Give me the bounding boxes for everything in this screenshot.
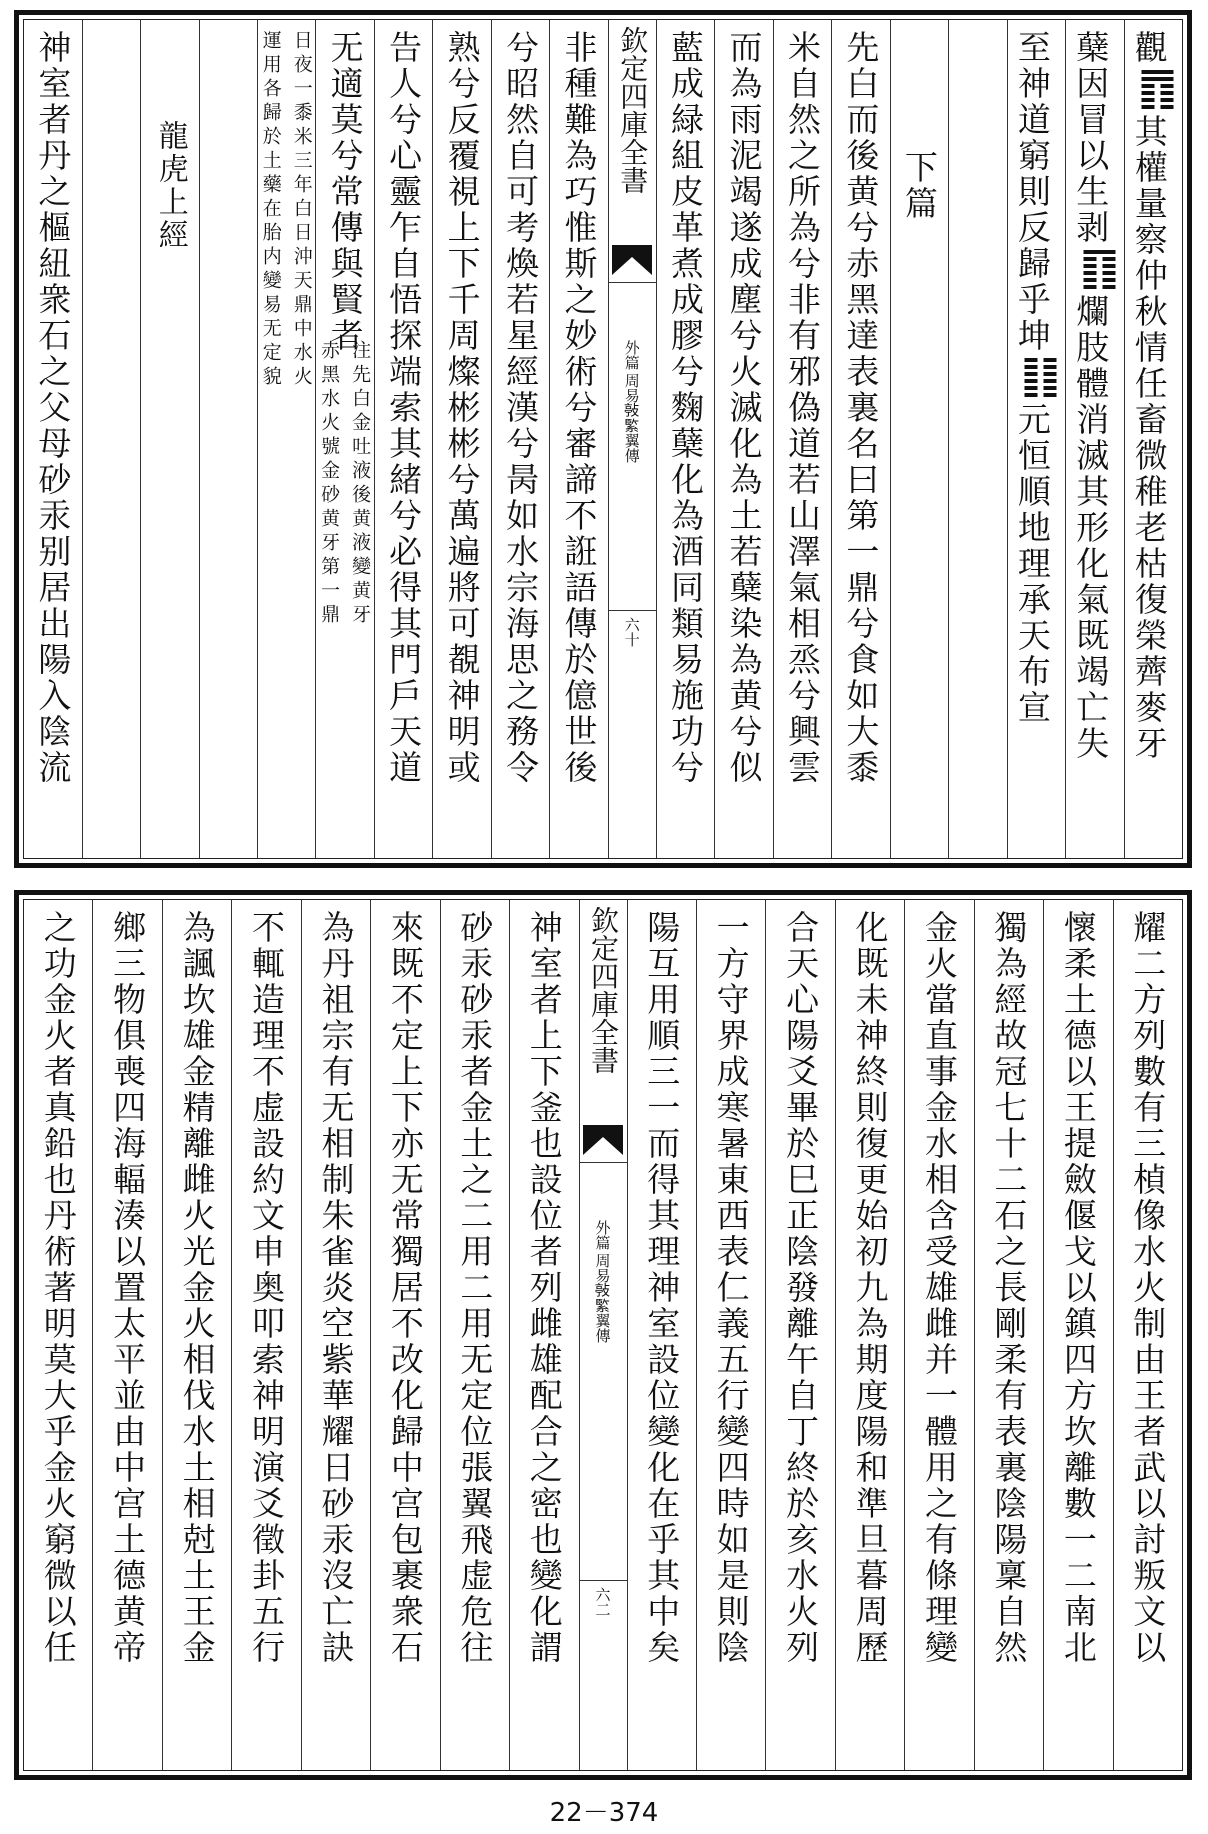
text-column xyxy=(696,900,765,1770)
column-text: 砂汞砂汞者金土之二用二用无定位張翼飛虚危往 xyxy=(455,910,495,1666)
column-text: 鄉三物俱喪四海輻湊以置太平並由中宫土德黄帝 xyxy=(108,910,148,1666)
column-text: 懷柔土德以王提斂偃戈以鎮四方坎離數一二南北 xyxy=(1058,910,1098,1666)
hexagram-symbol xyxy=(1083,250,1115,290)
book-title-line: 外篇 xyxy=(622,340,641,370)
text-column xyxy=(835,900,904,1770)
collection-title: 欽定四庫全書 xyxy=(616,26,650,194)
center-gutter xyxy=(579,900,627,1770)
column-text: 兮昭然自可考煥若星經漢兮昺如水宗海思之務令 xyxy=(501,30,541,786)
book-title-line: 周易𢾊𦂳翼傳 xyxy=(622,373,641,463)
column-text: 為丹祖宗有无相制朱雀炎空紫華耀日砂汞沒亡訣 xyxy=(316,910,356,1666)
section-heading: 龍虎上經 xyxy=(152,120,188,252)
fishtail-mark-icon xyxy=(612,245,652,275)
column-text: 獨為經故冠七十二石之長剛柔有表裏陰陽稟自然 xyxy=(989,910,1029,1666)
text-column xyxy=(199,20,257,858)
text-column xyxy=(773,20,831,858)
top-page-columns xyxy=(24,20,1182,858)
text-column xyxy=(301,900,370,1770)
column-text: 不輒造理不虚設約文申奥叩索神明演爻徵卦五行 xyxy=(247,910,287,1666)
text-column xyxy=(432,20,490,858)
column-text: 熟兮反覆視上下千周燦彬彬兮萬遍將可覩神明或 xyxy=(442,30,482,786)
column-text: 為諷坎雄金精離雌火光金火相伐水土相尅土王金 xyxy=(177,910,217,1666)
column-text: 蘖因冒以生剥 爛肢體消滅其形化氣既竭亡失 xyxy=(1074,30,1115,762)
commentary-note xyxy=(316,340,373,848)
leaf-number: 六二 xyxy=(593,1587,612,1617)
leaf-number: 六十 xyxy=(622,617,641,647)
bottom-page xyxy=(14,890,1192,1780)
page-number: 22－374 xyxy=(549,1798,659,1828)
text-column xyxy=(257,20,315,858)
text-column xyxy=(491,20,549,858)
column-text: 神室者上下釜也設位者列雌雄配合之密也變化謂 xyxy=(524,910,564,1666)
text-column xyxy=(509,900,578,1770)
column-text: 來既不定上下亦无常獨居不改化歸中宫包裹衆石 xyxy=(385,910,425,1666)
gutter-rule xyxy=(580,1162,627,1163)
text-column xyxy=(1065,20,1123,858)
text-column xyxy=(440,900,509,1770)
note-line: 注先白金吐液後黄液變黄牙 xyxy=(349,340,372,628)
column-text: 至神道窮則反歸乎坤 元恒順地理承天布宣 xyxy=(1016,30,1057,726)
column-text: 米自然之所為兮非有邪偽道若山澤氣相烝兮興雲 xyxy=(782,30,822,786)
center-gutter xyxy=(608,20,656,858)
text-column xyxy=(948,20,1006,858)
note-line: 赤黑水火號金砂黄牙第一鼎 xyxy=(318,340,341,628)
text-column xyxy=(890,20,948,858)
gutter-rule xyxy=(580,1580,627,1581)
hexagram-symbol xyxy=(1142,70,1174,110)
text-column xyxy=(904,900,973,1770)
book-title xyxy=(593,1220,614,1343)
column-text: 非種難為巧惟斯之妙術兮審諦不誑語傳於億世後 xyxy=(559,30,599,786)
text-column xyxy=(24,20,81,858)
text-column xyxy=(1113,900,1182,1770)
text-column xyxy=(162,900,231,1770)
book-title-line: 周易𢾊𦂳翼傳 xyxy=(593,1253,612,1343)
text-column xyxy=(315,20,373,858)
text-column xyxy=(627,900,696,1770)
column-text: 先白而後黄兮赤黑達表裏名曰第一鼎兮食如大黍 xyxy=(841,30,881,786)
column-text: 化既未神終則復更始初九為期度陽和準旦暮周歷 xyxy=(850,910,890,1666)
column-text: 陽互用順三一而得其理神室設位變化在乎其中矣 xyxy=(642,910,682,1666)
text-column xyxy=(231,900,300,1770)
collection-title: 欽定四庫全書 xyxy=(587,906,620,1074)
top-page xyxy=(14,10,1192,868)
text-column xyxy=(656,20,714,858)
text-column xyxy=(831,20,889,858)
note-line: 運用各歸於土藥在胎内變易无定貌 xyxy=(259,30,282,390)
text-column xyxy=(92,900,161,1770)
text-column xyxy=(24,900,92,1770)
note-line: 日夜一黍米三年白日沖天鼎中水火 xyxy=(290,30,313,390)
commentary-note xyxy=(258,30,315,848)
bottom-page-columns xyxy=(24,900,1182,1770)
column-text: 合天心陽爻畢於巳正陰發離午自丁終於亥水火列 xyxy=(781,910,821,1666)
bottom-page-frame xyxy=(23,899,1183,1771)
text-column xyxy=(140,20,198,858)
text-column xyxy=(765,900,834,1770)
section-heading: 下篇 xyxy=(899,150,939,222)
gutter-rule xyxy=(609,282,656,283)
text-column xyxy=(82,20,140,858)
column-text: 之功金火者真鉛也丹術著明莫大乎金火窮微以任 xyxy=(38,910,78,1666)
gutter-rule xyxy=(609,610,656,611)
top-page-frame xyxy=(23,19,1183,859)
column-text: 耀二方列數有三楨像水火制由王者武以討叛文以 xyxy=(1128,910,1168,1666)
column-text: 神室者丹之樞紐衆石之父母砂汞别居出陽入陰流 xyxy=(33,30,73,786)
text-column xyxy=(974,900,1043,1770)
column-text: 觀 其權量察仲秋情任畜微稚老枯復榮薺麥牙 xyxy=(1133,30,1174,762)
column-text: 告人兮心靈乍自悟探端索其緒兮必得其門戶天道 xyxy=(384,30,424,786)
fishtail-mark-icon xyxy=(583,1125,623,1155)
column-text: 金火當直事金水相含受雄雌并一體用之有條理變 xyxy=(919,910,959,1666)
column-text: 一方守界成寒暑東西表仁義五行變四時如是則陰 xyxy=(711,910,751,1666)
book-title-line: 外篇 xyxy=(593,1220,612,1250)
text-column xyxy=(549,20,607,858)
text-column xyxy=(714,20,772,858)
text-column xyxy=(1007,20,1065,858)
text-column xyxy=(370,900,439,1770)
column-text: 而為雨泥竭遂成塵兮火滅化為土若蘖染為黄兮似 xyxy=(724,30,764,786)
column-text: 藍成緑組皮革煮成膠兮麴蘖化為酒同類易施功兮 xyxy=(666,30,706,786)
hexagram-symbol xyxy=(1025,358,1057,398)
text-column xyxy=(374,20,432,858)
column-text: 无適莫兮常傳與賢者 xyxy=(325,30,365,354)
book-title xyxy=(622,340,643,463)
text-column xyxy=(1124,20,1182,858)
text-column xyxy=(1043,900,1112,1770)
